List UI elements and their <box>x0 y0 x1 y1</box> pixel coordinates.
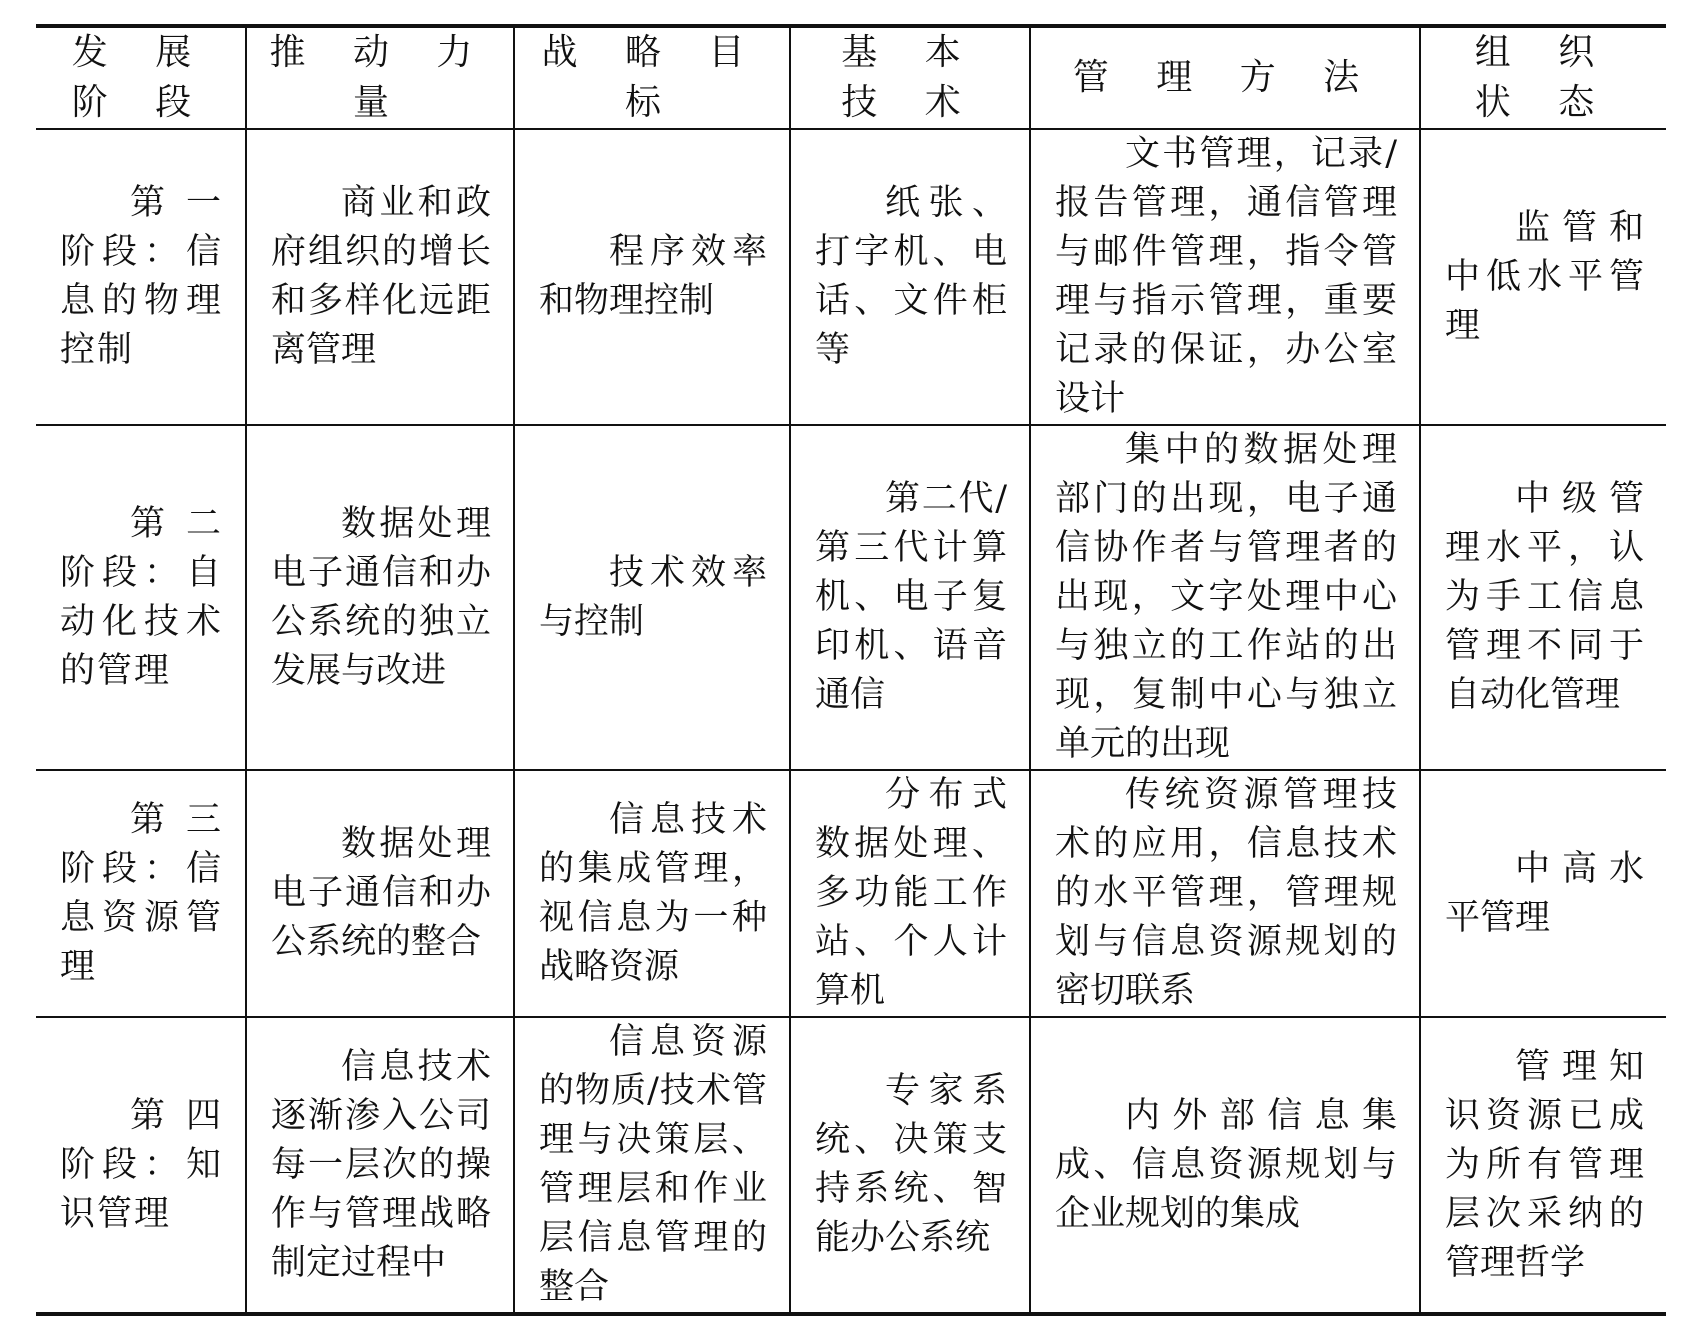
header-stage: 发 展 阶 段 <box>36 26 246 129</box>
cell-driver: 数据处理电子通信和办公系统的独立发展与改进 <box>246 425 514 770</box>
cell-stage: 第三阶段：信息资源管理 <box>36 770 246 1017</box>
cell-organization: 监管和中低水平管理 <box>1420 129 1666 425</box>
cell-driver: 数据处理电子通信和办公系统的整合 <box>246 770 514 1017</box>
info-management-stages-table <box>36 24 1666 1316</box>
cell-goal: 信息技术的集成管理，视信息为一种战略资源 <box>514 770 790 1017</box>
cell-stage: 第二阶段：自动化技术的管理 <box>36 425 246 770</box>
header-organization: 组 织 状 态 <box>1420 26 1666 129</box>
cell-method: 文书管理，记录/报告管理，通信管理与邮件管理，指令管理与指示管理，重要记录的保证，办公室设计 <box>1030 129 1420 425</box>
cell-technology: 分布式数据处理、多功能工作站、个人计算机 <box>790 770 1030 1017</box>
cell-organization: 中级管理水平，认为手工信息管理不同于自动化管理 <box>1420 425 1666 770</box>
cell-goal: 程序效率和物理控制 <box>514 129 790 425</box>
cell-method: 内外部信息集成、信息资源规划与企业规划的集成 <box>1030 1017 1420 1314</box>
table-row <box>36 1017 1666 1314</box>
cell-goal: 技术效率与控制 <box>514 425 790 770</box>
cell-organization: 管理知识资源已成为所有管理层次采纳的管理哲学 <box>1420 1017 1666 1314</box>
header-goal: 战 略 目 标 <box>514 26 790 129</box>
cell-technology: 第二代/第三代计算机、电子复印机、语音通信 <box>790 425 1030 770</box>
cell-stage: 第四阶段：知识管理 <box>36 1017 246 1314</box>
cell-method: 集中的数据处理部门的出现，电子通信协作者与管理者的出现，文字处理中心与独立的工作站的出现，复制中心与独立单元的出现 <box>1030 425 1420 770</box>
cell-goal: 信息资源的物质/技术管理与决策层、管理层和作业层信息管理的整合 <box>514 1017 790 1314</box>
header-row <box>36 26 1666 129</box>
table-row <box>36 770 1666 1017</box>
cell-method: 传统资源管理技术的应用，信息技术的水平管理，管理规划与信息资源规划的密切联系 <box>1030 770 1420 1017</box>
cell-driver: 信息技术逐渐渗入公司每一层次的操作与管理战略制定过程中 <box>246 1017 514 1314</box>
cell-driver: 商业和政府组织的增长和多样化远距离管理 <box>246 129 514 425</box>
cell-technology: 纸张、打字机、电话、文件柜等 <box>790 129 1030 425</box>
header-method: 管 理 方 法 <box>1030 26 1420 129</box>
table-row <box>36 425 1666 770</box>
header-technology: 基 本 技 术 <box>790 26 1030 129</box>
cell-stage: 第一阶段：信息的物理控制 <box>36 129 246 425</box>
cell-technology: 专家系统、决策支持系统、智能办公系统 <box>790 1017 1030 1314</box>
header-driver: 推 动 力 量 <box>246 26 514 129</box>
cell-organization: 中高水平管理 <box>1420 770 1666 1017</box>
table-row <box>36 129 1666 425</box>
